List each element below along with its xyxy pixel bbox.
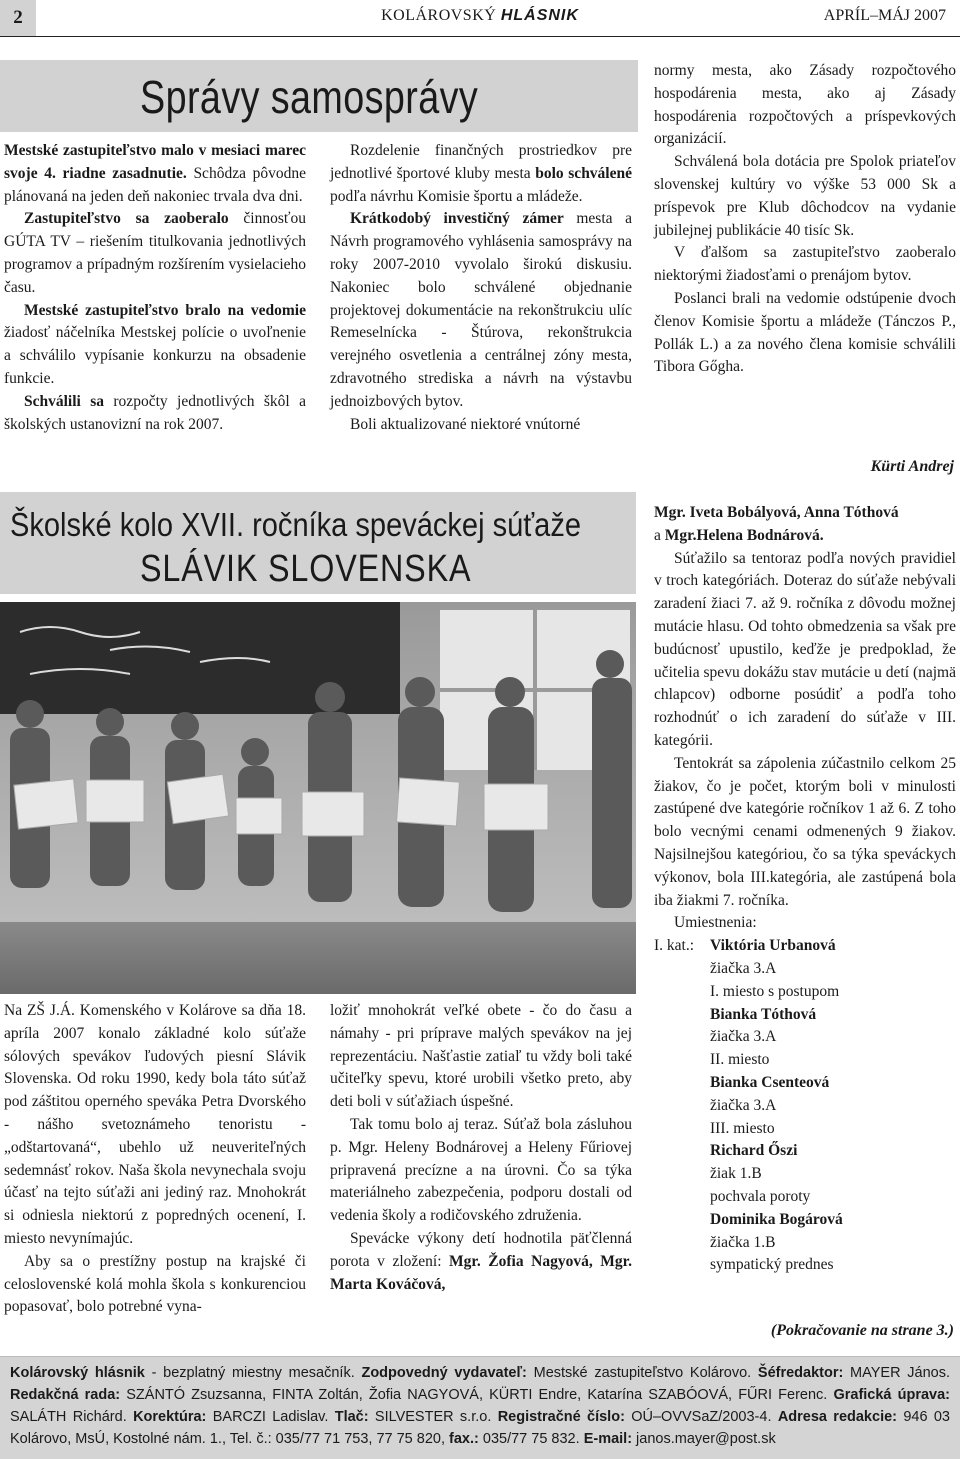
article-title: Školské kolo XVII. ročníka speváckej súťaže	[10, 506, 581, 543]
section-title: Správy samosprávy	[140, 71, 479, 123]
result-place: sympatický prednes	[710, 1256, 834, 1274]
journal-name-part2: HLÁSNIK	[500, 7, 579, 24]
result-place: pochvala poroty	[710, 1187, 811, 1205]
result-detail: žiačka 3.A	[710, 959, 777, 977]
result-place: I. miesto s postupom	[710, 982, 840, 1000]
continuation-note: (Pokračovanie na strane 3.)	[770, 1322, 954, 1339]
result-name: Dominika Bogárová	[710, 1210, 843, 1228]
paragraph: Spevácke výkony detí hodnotila päťčlenná porota v zložení: Mgr. Žofia Nagyová, Mgr. Marta Kováčová,	[330, 1229, 632, 1293]
imprint-text: Kolárovský hlásnik - bezplatný miestny mesačník. Zodpovedný vydavateľ: Mestské zastupiteľstvo Kolárovo. Šéfredaktor: MAYER János. Redakčná rada: SZÁNTÓ Zsuzsanna, FINTA Zoltán, Žofia NAGYOVÁ, KÜRTI Endre, Katarína SZABÓOVÁ, FŰRI Ferenc. Grafická úprava: SALÁTH Richárd. Korektúra: BARCZI Ladislav. Tlač: SILVESTER s.r.o. Registračné číslo: OÚ–OVVSaZ/2003-4. Adresa redakcie: 946 03 Kolárovo, MsÚ, Kostolné nám. 1., Tel. č.: 035/77 71 753, 77 75 820, fax.: 035/77 75 832. E-mail: janos.mayer@post.sk	[10, 1365, 950, 1447]
top-article-column-3	[654, 60, 956, 379]
journal-name-part1: KOLÁROVSKÝ	[381, 7, 497, 24]
issue-date: APRÍL–MÁJ 2007	[823, 7, 946, 24]
school-article-column-1	[4, 1000, 306, 1319]
result-name: Richard Őszi	[710, 1142, 798, 1160]
result-name: Bianka Csenteová	[710, 1073, 830, 1091]
result-detail: žiačka 3.A	[710, 1028, 777, 1046]
paragraph: Tak tomu bolo aj teraz. Súťaž bola zásluhou p. Mgr. Heleny Bodnárovej a Heleny Fűriovej pripravená precízne a na úrovni. Čo sa týka materiálneho zabezpečenia, podporu dostali od vedenia školy a rodičovského združenia.	[330, 1115, 632, 1225]
paragraph: Na ZŠ J.Á. Komenského v Kolárove sa dňa 18. apríla 2007 konalo základné kolo súťaže sólových spevákov ľudových piesní Slávik Slovenska. Od roku 1990, kedy bola táto súťaž pod záštitou operného speváka Petra Dvorského - nášho svetoznámeho tenoristu - „odštartovaná“, ubehlo už neuveriteľných sedemnásť rokov. Naša škola nevynechala svoju účasť na tejto súťaži ani jediný raz. Mnohokrát si odniesla niektorú z popredných ocenení, I. miesto nevynímajúc.	[4, 1002, 306, 1247]
paragraph: Aby sa o prestížny postup na krajské či celoslovenské kolá mohla škola s konkurenciou popasovať, bolo potrebné vyna-	[4, 1252, 306, 1316]
paragraph: Tentokrát sa zápolenia zúčastnilo celkom 25 žiakov, čo je počet, ktorým boli v minulosti zastúpené dve kategórie ročníkov 1 až 6. Z toho bolo vecnými cenami odmenených 9 žiakov. Najsilnejšou kategóriou, čo sa týka speváckych výkonov, bola III.kategória, ale zastúpená bola iba žiakmi 7. ročníka.	[654, 754, 956, 909]
paragraph: Mgr. Iveta Bobályová, Anna Tóthová a Mgr.Helena Bodnárová.	[654, 504, 899, 544]
article-author: Kürti Andrej	[870, 458, 954, 475]
results-list	[654, 935, 956, 1277]
group-photo	[0, 602, 636, 994]
result-items	[654, 935, 956, 1277]
category-label: I. kat.:	[654, 937, 695, 955]
paragraph: Boli aktualizované niektoré vnútorné	[350, 415, 581, 433]
paragraph: Súťažilo sa tentoraz podľa nových pravidiel v troch kategóriách. Doteraz do súťaže nebývali zaradení žiaci 7. až 9. ročníka z dôvodu možnej mutácie hlasu. Od tohto obmedzenia sa však pre budúcnosť upustilo, keďže je predpoklad, že učitelia spevu dokážu stav mutácie u detí (najmä chlapcov) odborne posúdiť a podľa toho rozhodnúť o ich zaradení do súťaže v III. kategórii.	[654, 549, 956, 749]
page-number: 2	[0, 0, 36, 36]
top-article-column-2	[330, 140, 632, 436]
paragraph: Schválená bola dotácia pre Spolok priateľov slovenskej kultúry vo výške 53 000 Sk a príspevok pre Klub dôchodcov na vydanie jubilejnej publikácie 40 tisíc Sk.	[654, 153, 956, 239]
paragraph: Poslanci brali na vedomie odstúpenie dvoch členov Komisie športu a mládeže (Tánczos P., Pollák L.) a za nového člena komisie schválili Tibora Gőgha.	[654, 289, 956, 376]
top-article-column-1	[4, 140, 306, 436]
result-detail: žiačka 1.B	[710, 1233, 776, 1251]
result-place: III. miesto	[710, 1119, 775, 1137]
paragraph: Zastupiteľstvo sa zaoberalo činnosťou GÚTA TV – riešením titulkovania jednotlivých programov a prípadným rozšírením vysielacieho času.	[4, 210, 307, 296]
result-name: Bianka Tóthová	[710, 1005, 817, 1023]
results-heading: Umiestnenia:	[674, 914, 757, 932]
paragraph: V ďalšom sa zastupiteľstvo zaoberalo niektorými žiadosťami o prenájom bytov.	[654, 244, 956, 285]
paragraph: Mestské zastupiteľstvo bralo na vedomie žiadosť náčelníka Mestskej polície o uvoľnenie a schválilo vypísanie konkurzu na obsadenie funkcie.	[4, 301, 306, 387]
paragraph: normy mesta, ako Zásady rozpočtového hospodárenia mesta, ako aj Zásady hospodárenia rozpočtových a príspevkových organizácií.	[654, 62, 956, 148]
school-article-column-2	[330, 1000, 632, 1296]
paragraph: Rozdelenie finančných prostriedkov pre jednotlivé športové kluby mesta bolo schválené podľa návrhu Komisie športu a mládeže.	[330, 142, 632, 205]
paragraph: Krátkodobý investičný zámer mesta a Návrh programového vyhlásenia samosprávy na roky 2007-2010 vyvolalo širokú diskusiu. Nakoniec bolo schválené objednanie projektovej dokumentácie na rekonštrukciu ulíc Remeselnícka - Štúrova, rekonštrukcia verejného osvetlenia a centrálnej zóny mesta, zdravotného strediska a návrh na výstavbu jednoizbových bytov.	[330, 210, 632, 410]
paragraph: Schválili sa rozpočty jednotlivých škôl a školských ustanovizní na rok 2007.	[4, 392, 306, 433]
school-article-column-3	[654, 502, 956, 1277]
result-place: II. miesto	[710, 1051, 770, 1069]
journal-name	[0, 7, 960, 25]
paragraph: ložiť mnohokrát veľké obete - čo do času a námahy - pri príprave malých spevákov na jej reprezentáciu. Našťastie zatiaľ tu vždy boli také učiteľky spevu, ktoré urobili všetko preto, aby deti boli v súťažiach úspešné.	[330, 1002, 632, 1111]
article-subtitle: SLÁVIK SLOVENSKA	[140, 548, 472, 590]
result-detail: žiak 1.B	[710, 1165, 762, 1183]
result-name: Viktória Urbanová	[710, 937, 836, 955]
paragraph: Mestské zastupiteľstvo malo v mesiaci marec svoje 4. riadne zasadnutie. Schôdza pôvodne plánovaná na jeden deň nakoniec trvala dva dni.	[4, 142, 306, 205]
result-detail: žiačka 3.A	[710, 1096, 777, 1114]
